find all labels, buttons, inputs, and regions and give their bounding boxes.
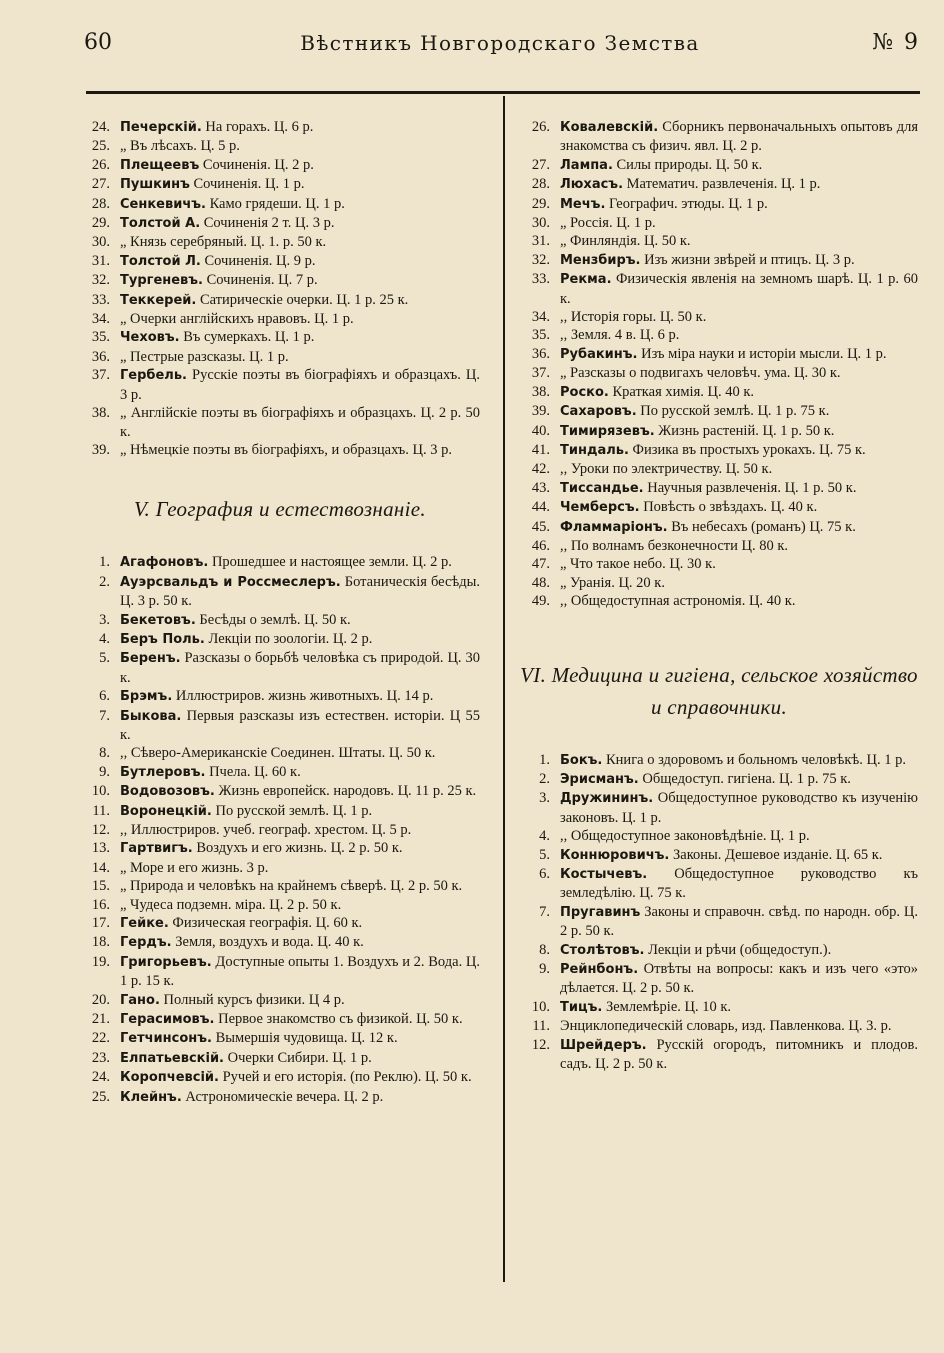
book-title-price: Книга о здоровомъ и больномъ человѣкѣ. Ц. 1 р. — [606, 751, 906, 768]
book-title-price: Вымершія чудовища. Ц. 12 к. — [215, 1030, 398, 1047]
list-item — [80, 214, 480, 233]
book-title-price: По русской землѣ. Ц. 1 р. — [215, 802, 373, 819]
author-name: Пругавинъ — [560, 904, 641, 920]
item-number: 27. — [91, 176, 110, 193]
author-name: Герасимовъ. — [120, 1012, 215, 1028]
author-name: Тимирязевъ. — [560, 423, 655, 439]
list-item — [80, 877, 480, 895]
item-number: 31. — [91, 252, 110, 269]
item-number: 20. — [91, 991, 110, 1008]
book-title-price: Первое знакомство съ физикой. Ц. 50 к. — [218, 1011, 463, 1028]
list-item — [80, 611, 480, 630]
item-number: 42. — [531, 461, 550, 478]
item-number: 39. — [91, 441, 110, 458]
book-title-price: Камо грядеши. Ц. 1 р. — [209, 195, 345, 212]
list-item — [520, 903, 918, 941]
item-number: 8. — [99, 745, 110, 762]
list-item — [520, 941, 918, 960]
column-divider — [503, 96, 505, 1282]
book-title-price: Сочиненія. Ц. 2 р. — [202, 156, 314, 173]
book-title-price: Первыя разсказы изъ естествен. исторіи. Ц 55 к. — [120, 707, 480, 743]
list-item — [520, 175, 918, 194]
author-name: Агафоновъ. — [120, 555, 209, 571]
author-name: Теккерей. — [120, 292, 197, 308]
list-item — [520, 479, 918, 498]
item-number: 45. — [531, 518, 550, 535]
item-number: 46. — [531, 537, 550, 554]
author-name: Мензбиръ. — [560, 252, 641, 268]
book-title-price: Пчела. Ц. 60 к. — [209, 763, 301, 780]
list-item — [520, 460, 918, 478]
book-title-price: ,, Уроки по электричеству. Ц. 50 к. — [560, 461, 773, 478]
author-name: Гербель. — [120, 368, 187, 384]
item-number: 38. — [531, 383, 550, 400]
book-title-price: „ Въ лѣсахъ. Ц. 5 р. — [120, 138, 240, 155]
item-number: 31. — [531, 233, 550, 250]
list-item — [80, 744, 480, 762]
item-number: 24. — [91, 1069, 110, 1086]
list-item — [80, 1049, 480, 1068]
author-name: Ауэрсвальдъ и Россмеслеръ. — [120, 574, 341, 590]
item-number: 11. — [532, 1018, 550, 1035]
section-vi-title: VI. Медицина и гигіена, сельское хозяйство и справочники. — [520, 662, 918, 719]
item-number: 22. — [91, 1030, 110, 1047]
book-title-price: Лекціи по зоологіи. Ц. 2 р. — [208, 630, 373, 647]
item-number: 40. — [531, 422, 550, 439]
book-title-price: „ Природа и человѣкъ на крайнемъ сѣверѣ. Ц. 2 р. 50 к. — [120, 878, 463, 895]
book-title-price: „ Чудеса подземн. міра. Ц. 2 р. 50 к. — [120, 896, 342, 913]
item-number: 32. — [531, 251, 550, 268]
author-name: Воронецкій. — [120, 803, 212, 819]
item-number: 5. — [539, 846, 550, 863]
author-name: Рубакинъ. — [560, 346, 638, 362]
page-number: 60 — [84, 30, 112, 55]
book-title-price: Математич. развлеченія. Ц. 1 р. — [626, 176, 821, 193]
right-list-medicine — [520, 751, 918, 1074]
list-item — [80, 839, 480, 858]
item-number: 12. — [91, 822, 110, 838]
book-title-price: Земля, воздухъ и вода. Ц. 40 к. — [175, 934, 364, 951]
list-item — [80, 707, 480, 745]
right-column — [520, 118, 918, 1073]
book-title-price: Сборникъ первоначальныхъ опытовъ для знакомства съ физич. явл. Ц. 2 р. — [560, 119, 918, 155]
list-item — [520, 251, 918, 270]
book-title-price: ,, Общедоступное законовѣдѣніе. Ц. 1 р. — [560, 828, 810, 845]
item-number: 26. — [531, 119, 550, 135]
item-number: 2. — [539, 770, 550, 787]
item-number: 43. — [531, 479, 550, 496]
item-number: 10. — [91, 783, 110, 800]
item-number: 18. — [91, 934, 110, 951]
list-item — [520, 402, 918, 421]
item-number: 29. — [531, 195, 550, 212]
author-name: Мечъ. — [560, 196, 606, 212]
book-title-price: Жизнь европейск. народовъ. Ц. 11 р. 25 к. — [218, 783, 477, 800]
book-title-price: Иллюстриров. жизнь животныхъ. Ц. 14 р. — [175, 688, 434, 705]
list-item — [520, 441, 918, 460]
list-item — [80, 195, 480, 214]
author-name: Гартвигъ. — [120, 841, 193, 857]
list-item — [80, 175, 480, 194]
book-title-price: На горахъ. Ц. 6 р. — [205, 119, 314, 135]
author-name: Толстой Л. — [120, 253, 201, 269]
author-name: Гано. — [120, 992, 160, 1008]
author-name: Толстой А. — [120, 216, 201, 232]
list-item — [80, 404, 480, 441]
list-item — [520, 827, 918, 845]
list-item — [520, 998, 918, 1017]
author-name: Клейнъ. — [120, 1089, 182, 1105]
author-name: Люхасъ. — [560, 177, 624, 193]
book-title-price: Доступные опыты 1. Воздухъ и 2. Вода. Ц. 1 р. 15 к. — [120, 953, 481, 990]
list-item — [80, 553, 480, 572]
book-title-price: „ Пестрые разсказы. Ц. 1 р. — [120, 348, 289, 365]
book-title-price: Бесѣды о землѣ. Ц. 50 к. — [199, 611, 351, 628]
item-number: 44. — [531, 499, 550, 516]
author-name: Гейке. — [120, 916, 169, 932]
book-title-price: „ Что такое небо. Ц. 30 к. — [560, 556, 716, 573]
item-number: 29. — [91, 215, 110, 232]
book-title-price: Физическія явленія на земномъ шарѣ. Ц. 1 р. 60 к. — [560, 271, 919, 307]
list-item — [80, 137, 480, 155]
list-item — [80, 630, 480, 649]
item-number: 14. — [91, 859, 110, 876]
book-title-price: Физическая географія. Ц. 60 к. — [172, 915, 363, 932]
item-number: 33. — [91, 291, 110, 308]
item-number: 47. — [531, 556, 550, 573]
book-title-price: Сатирическіе очерки. Ц. 1 р. 25 к. — [199, 291, 409, 308]
list-item — [80, 291, 480, 310]
list-item — [520, 195, 918, 214]
book-title-price: Повѣсть о звѣздахъ. Ц. 40 к. — [643, 499, 818, 516]
item-number: 21. — [91, 1011, 110, 1028]
list-item — [520, 156, 918, 175]
list-item — [80, 252, 480, 271]
list-item — [80, 1010, 480, 1029]
list-item — [520, 422, 918, 441]
book-title-price: ,, Земля. 4 в. Ц. 6 р. — [560, 327, 680, 344]
item-number: 16. — [91, 896, 110, 913]
book-title-price: Воздухъ и его жизнь. Ц. 2 р. 50 к. — [196, 840, 403, 857]
list-item — [520, 537, 918, 555]
list-item — [80, 763, 480, 782]
item-number: 7. — [539, 903, 550, 920]
item-number: 25. — [91, 1088, 110, 1105]
book-title-price: Сочиненія. Ц. 9 р. — [204, 252, 316, 269]
item-number: 36. — [531, 345, 550, 362]
item-number: 37. — [91, 367, 110, 384]
author-name: Сахаровъ. — [560, 404, 637, 420]
item-number: 48. — [531, 574, 550, 591]
book-title-price: Разсказы о борьбѣ человѣка съ природой. Ц. 30 к. — [120, 650, 480, 686]
item-number: 27. — [531, 156, 550, 173]
book-title-price: „ Англійскіе поэты въ біографіяхъ и образцахъ. Ц. 2 р. 50 к. — [120, 405, 480, 440]
author-name: Бокъ. — [560, 752, 603, 768]
author-name: Шрейдеръ. — [560, 1037, 647, 1053]
list-item — [80, 1029, 480, 1048]
list-item — [80, 271, 480, 290]
section-v-title: V. География и естествознаніе. — [134, 497, 426, 522]
book-title-price: ,, Сѣверо-Американскіе Соединен. Штаты. Ц. 50 к. — [120, 745, 436, 762]
author-name: Эрисманъ. — [560, 771, 639, 787]
book-title-price: Силы природы. Ц. 50 к. — [616, 156, 763, 173]
author-name: Пушкинъ — [120, 177, 190, 193]
book-title-price: Общедоступное руководство къ изученію законовъ. Ц. 1 р. — [560, 790, 918, 826]
author-name: Печерскій. — [120, 120, 202, 135]
item-number: 32. — [91, 272, 110, 289]
list-item — [80, 933, 480, 952]
item-number: 36. — [91, 348, 110, 365]
author-name: Беръ Поль. — [120, 631, 205, 647]
item-number: 10. — [531, 998, 550, 1015]
item-number: 12. — [531, 1036, 550, 1053]
book-title-price: Прошедшее и настоящее земли. Ц. 2 р. — [211, 554, 452, 571]
author-name: Григорьевъ. — [120, 954, 212, 970]
list-item — [80, 1068, 480, 1087]
book-title-price: Въ сумеркахъ. Ц. 1 р. — [183, 329, 315, 346]
author-name: Бутлеровъ. — [120, 764, 206, 780]
list-item — [520, 592, 918, 610]
list-item — [80, 441, 480, 459]
item-number: 2. — [99, 573, 110, 590]
item-number: 34. — [91, 311, 110, 328]
list-item — [520, 383, 918, 402]
author-name: Лампа. — [560, 157, 613, 173]
book-title-price: По русской землѣ. Ц. 1 р. 75 к. — [640, 403, 830, 420]
item-number: 15. — [91, 878, 110, 895]
list-item — [80, 896, 480, 914]
book-title-price: „ Нѣмецкіе поэты въ біографіяхъ, и образцахъ. Ц. 3 р. — [120, 441, 452, 458]
list-item — [520, 865, 918, 903]
author-name: Роско. — [560, 384, 609, 400]
list-item — [520, 232, 918, 250]
author-name: Беренъ. — [120, 651, 181, 667]
book-title-price: Законы и справочн. свѣд. по народн. обр. Ц. 2 р. 50 к. — [560, 903, 919, 940]
list-item — [80, 859, 480, 877]
book-title-price: „ Финляндія. Ц. 50 к. — [560, 233, 691, 250]
book-title-price: Астрономическіе вечера. Ц. 2 р. — [185, 1088, 384, 1105]
book-title-price: Въ небесахъ (романъ) Ц. 75 к. — [671, 518, 856, 535]
book-title-price: Сочиненія. Ц. 7 р. — [206, 272, 318, 289]
list-item — [80, 156, 480, 175]
book-title-price: Общедоступное руководство къ земледѣлію. Ц. 75 к. — [560, 866, 918, 902]
list-item — [80, 649, 480, 687]
item-number: 41. — [531, 441, 550, 458]
book-title-price: ,, Исторія горы. Ц. 50 к. — [560, 309, 707, 326]
list-item — [520, 1036, 918, 1074]
author-name: Коропчевсій. — [120, 1070, 219, 1086]
book-title-price: Русскіе поэты въ біографіяхъ и образцахъ. Ц. 3 р. — [120, 367, 480, 403]
book-title-price: Географич. этюды. Ц. 1 р. — [609, 195, 768, 212]
item-number: 37. — [531, 365, 550, 382]
item-number: 49. — [531, 593, 550, 610]
header-rule — [86, 91, 920, 94]
author-name: Фламмаріонъ. — [560, 519, 668, 535]
book-title-price: Отвѣты на вопросы: какъ и изъ чего «это» дѣлается. Ц. 2 р. 50 к. — [560, 961, 918, 997]
item-number: 3. — [99, 611, 110, 628]
author-name: Елпатьевскій. — [120, 1050, 224, 1066]
book-title-price: Научныя развлеченія. Ц. 1 р. 50 к. — [647, 479, 857, 496]
book-title-price: Сочиненія. Ц. 1 р. — [193, 176, 305, 193]
book-title-price: Ботаническія бесѣды. Ц. 3 р. 50 к. — [120, 573, 480, 610]
list-item — [80, 687, 480, 706]
author-name: Тиндаль. — [560, 442, 629, 458]
book-title-price: ,, Общедоступная астрономія. Ц. 40 к. — [560, 593, 796, 610]
page-header — [80, 30, 920, 60]
book-title-price: „ Князь серебряный. Ц. 1. р. 50 к. — [120, 234, 327, 251]
item-number: 30. — [91, 234, 110, 251]
item-number: 19. — [91, 953, 110, 970]
item-number: 6. — [99, 688, 110, 705]
book-title-price: Изъ міра науки и исторіи мысли. Ц. 1 р. — [641, 345, 887, 362]
left-list-literature — [80, 118, 480, 459]
author-name: Тургеневъ. — [120, 273, 203, 289]
issue-number: № 9 — [872, 30, 920, 55]
book-title-price: „ Россія. Ц. 1 р. — [560, 215, 656, 232]
author-name: Гетчинсонъ. — [120, 1031, 212, 1047]
right-list-geography — [520, 118, 918, 611]
book-title-price: Русскій огородъ, питомникъ и плодов. садъ. Ц. 2 р. 50 к. — [560, 1036, 918, 1073]
item-number: 33. — [531, 271, 550, 288]
item-number: 9. — [99, 763, 110, 780]
list-item — [520, 789, 918, 827]
list-item — [80, 233, 480, 251]
author-name: Гердъ. — [120, 935, 172, 951]
book-title-price: Законы. Дешевое изданіе. Ц. 65 к. — [673, 846, 883, 863]
item-number: 25. — [91, 138, 110, 155]
author-name: Тиссандье. — [560, 480, 644, 496]
item-number: 8. — [539, 941, 550, 958]
item-number: 6. — [539, 866, 550, 882]
list-item — [520, 118, 918, 156]
item-number: 30. — [531, 215, 550, 232]
list-item — [80, 310, 480, 328]
book-title-price: Физика въ простыхъ урокахъ. Ц. 75 к. — [632, 441, 866, 458]
book-title-price: Сочиненія 2 т. Ц. 3 р. — [203, 215, 335, 232]
list-item — [520, 1017, 918, 1035]
item-number: 4. — [99, 630, 110, 647]
list-item — [520, 364, 918, 382]
list-item — [520, 960, 918, 998]
list-item — [520, 770, 918, 789]
list-item — [520, 270, 918, 308]
author-name: Ковалевскій. — [560, 120, 659, 135]
item-number: 1. — [539, 751, 550, 768]
item-number: 39. — [531, 403, 550, 420]
item-number: 26. — [91, 156, 110, 173]
book-title-price: „ Очерки англійскихъ нравовъ. Ц. 1 р. — [120, 311, 354, 328]
item-number: 1. — [99, 554, 110, 571]
item-number: 35. — [531, 327, 550, 344]
item-number: 11. — [92, 802, 110, 819]
list-item — [80, 782, 480, 801]
book-title-price: „ Уранія. Ц. 20 к. — [560, 574, 665, 591]
book-title-price: „ Море и его жизнь. 3 р. — [120, 859, 269, 876]
item-number: 28. — [91, 195, 110, 212]
item-number: 23. — [91, 1049, 110, 1066]
author-name: Плещеевъ — [120, 157, 200, 173]
list-item — [520, 555, 918, 573]
list-item — [80, 953, 480, 991]
author-name: Дружининъ. — [560, 791, 654, 807]
list-item — [520, 326, 918, 344]
book-title-price: Изъ жизни звѣрей и птицъ. Ц. 3 р. — [644, 251, 855, 268]
list-item — [520, 518, 918, 537]
item-number: 28. — [531, 176, 550, 193]
book-title-price: ,, Иллюстриров. учеб. географ. хрестом. Ц. 5 р. — [120, 822, 412, 838]
author-name: Костычевъ. — [560, 867, 648, 882]
book-title-price: Землемѣріе. Ц. 10 к. — [605, 998, 732, 1015]
item-number: 13. — [91, 840, 110, 857]
book-title-price: Полный курсъ физики. Ц 4 р. — [163, 991, 345, 1008]
author-name: Сенкевичъ. — [120, 196, 206, 212]
list-item — [80, 821, 480, 839]
author-name: Столѣтовъ. — [560, 942, 645, 958]
item-number: 3. — [539, 790, 550, 807]
list-item — [520, 751, 918, 770]
author-name: Рекма. — [560, 272, 612, 288]
list-item — [520, 574, 918, 592]
item-number: 34. — [531, 309, 550, 326]
item-number: 17. — [91, 915, 110, 932]
running-title: Вѣстникъ Новгородскаго Земства — [300, 31, 700, 55]
author-name: Рейнбонъ. — [560, 962, 639, 978]
book-title-price: Общедоступ. гигіена. Ц. 1 р. 75 к. — [642, 770, 851, 787]
author-name: Тицъ. — [560, 999, 603, 1015]
author-name: Чемберсъ. — [560, 500, 640, 516]
item-number: 38. — [91, 405, 110, 422]
list-item — [80, 573, 480, 611]
book-title-price: Лекціи и рѣчи (общедоступ.). — [648, 941, 832, 958]
item-number: 5. — [99, 650, 110, 667]
author-name: Коннюровичъ. — [560, 847, 670, 863]
book-title-price: Жизнь растеній. Ц. 1 р. 50 к. — [658, 422, 835, 439]
book-title-price: Очерки Сибири. Ц. 1 р. — [227, 1049, 372, 1066]
list-item — [80, 328, 480, 347]
list-item — [80, 1088, 480, 1107]
list-item — [80, 914, 480, 933]
list-item — [80, 348, 480, 366]
list-item — [80, 802, 480, 821]
list-item — [520, 846, 918, 865]
left-column — [80, 118, 480, 1107]
list-item — [520, 214, 918, 232]
item-number: 35. — [91, 329, 110, 346]
item-number: 7. — [99, 707, 110, 724]
item-number: 24. — [91, 119, 110, 135]
author-name: Брэмъ. — [120, 689, 173, 705]
list-item — [520, 498, 918, 517]
author-name: Чеховъ. — [120, 330, 180, 346]
list-item — [80, 991, 480, 1010]
item-number: 9. — [539, 961, 550, 978]
book-title-price: Краткая химія. Ц. 40 к. — [612, 383, 755, 400]
list-item — [80, 118, 480, 137]
item-number: 4. — [539, 828, 550, 845]
book-title-price: „ Разсказы о подвигахъ человѣч. ума. Ц. 30 к. — [560, 365, 841, 382]
list-item — [520, 308, 918, 326]
author-name: Бекетовъ. — [120, 612, 196, 628]
book-title-price: Энциклопедическій словарь, изд. Павленкова. Ц. 3. р. — [560, 1018, 892, 1035]
list-item — [520, 345, 918, 364]
author-name: Водовозовъ. — [120, 784, 215, 800]
left-list-geography — [80, 553, 480, 1107]
book-title-price: Ручей и его исторія. (по Реклю). Ц. 50 к. — [222, 1069, 472, 1086]
author-name: Быкова. — [120, 708, 182, 724]
list-item — [80, 366, 480, 404]
book-title-price: ,, По волнамъ безконечности Ц. 80 к. — [560, 537, 789, 554]
